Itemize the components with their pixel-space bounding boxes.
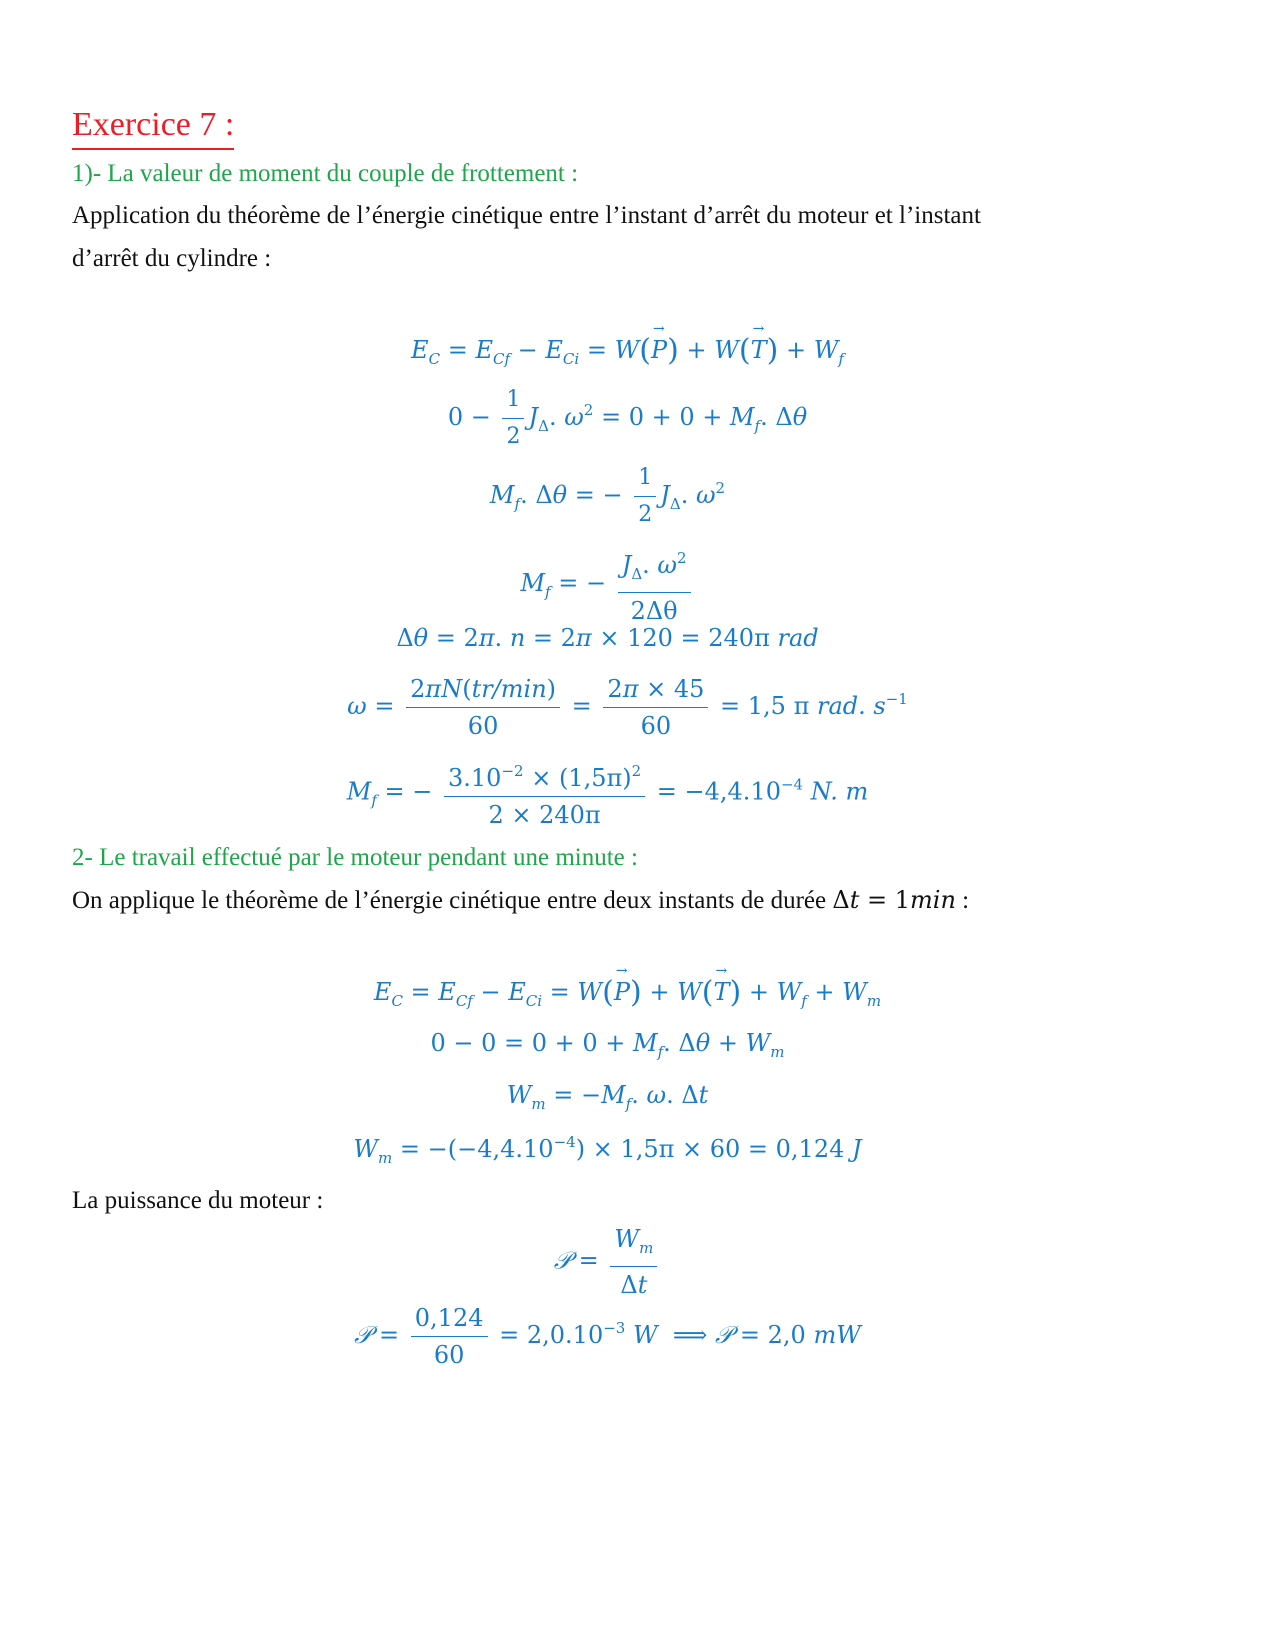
question-1-heading: 1)- La valeur de moment du couple de frottement :: [72, 160, 579, 187]
equation-mf-dtheta: $M_f$. Δθ = − $\frac{1}{2}$ $J_\Delta$. $\omega^2$: [489, 465, 726, 527]
equation-energy-theorem-1: $E_C = E_{Cf} - E_{Ci} = W(\to P) + W(\to T) + W_f$: [0, 333, 1265, 368]
question-1-intro-line-2: d’arrêt du cylindre :: [72, 245, 272, 272]
power-label: La puissance du moteur :: [72, 1187, 324, 1214]
equation-dtheta: Δθ = 2π. n = 2π × 120 = 240π rad: [396, 624, 819, 652]
equation-work-balance: $0 - 0 = 0 + 0 + M_f$. $\Delta\theta + W_m$: [430, 1029, 785, 1061]
equation-energy-balance: 0 − $\frac{1}{2}$ $J_\Delta$. $\omega^2 = 0 + 0 + M_f$. Δθ: [447, 387, 808, 449]
equation-wm-formula: $W_m = -M_f$. ω. Δt: [506, 1081, 709, 1113]
equation-wm-value: $W_m = -(-4,4.10^{-4}) \times 1,5\pi \times 60 = 0,124$ J: [353, 1133, 862, 1167]
question-2-intro: On applique le théorème de l’énergie cinétique entre deux instants de durée Δt = 1min :: [72, 886, 970, 914]
question-2-heading: 2- Le travail effectué par le moteur pendant une minute :: [72, 844, 638, 871]
exercise-title: Exercice 7 :: [72, 104, 234, 150]
equation-omega: ω = $\frac{2\pi N(tr/\min)}{60}$ = $\frac{2\pi \times 45}{60}$ = 1,5 π rad. $s^{-1}$: [347, 675, 908, 740]
equation-mf-value: $M_f$ = − $\frac{3.10^{-2} \times (1,5\pi)^2}{2 \times 240\pi}$ = $-4,4.10^{-4}$ N. m: [0, 756, 1245, 830]
equation-energy-theorem-2: $E_C = E_{Cf} - E_{Ci} = W(\to P) + W(\to T) + W_f + W_m$: [0, 975, 1265, 1010]
equation-mf-formula: $M_f$ = − $\frac{J_\Delta. \omega^2}{2\Delta\theta}$: [0, 543, 1245, 626]
equation-power-formula: 𝒫 = $\frac{W_m}{\Delta t}$: [0, 1224, 1245, 1300]
equation-power-value: 𝒫 = $\frac{0,124}{60}$ = $2,0.10^{-3}$ W ⟹ 𝒫 = 2,0 mW: [354, 1304, 861, 1369]
question-1-intro-line-1: Application du théorème de l’énergie cinétique entre l’instant d’arrêt du moteur et l’instant: [72, 202, 981, 229]
